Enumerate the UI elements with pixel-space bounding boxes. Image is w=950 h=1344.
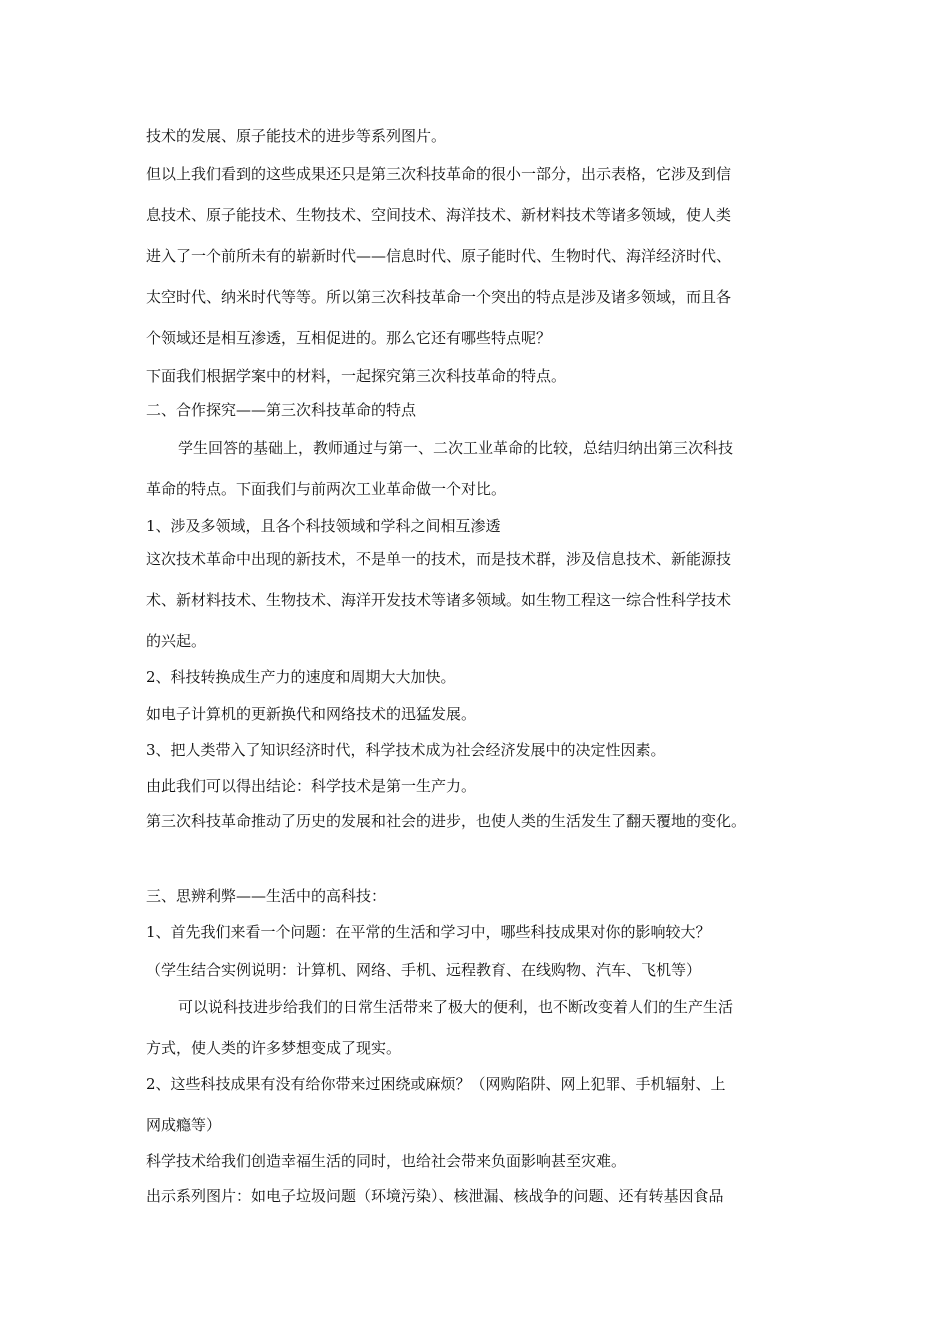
text-line: 太空时代、纳米时代等等。所以第三次科技革命一个突出的特点是涉及诸多领域，而且各 [146,288,732,306]
text-line: 术、新材料技术、生物技术、海洋开发技术等诸多领域。如生物工程这一综合性科学技术 [146,591,732,609]
list-item: 3、把人类带入了知识经济时代，科学技术成为社会经济发展中的决定性因素。 [146,741,666,759]
text-line: 如电子计算机的更新换代和网络技术的迅猛发展。 [146,705,477,723]
text-line: 进入了一个前所未有的崭新时代——信息时代、原子能时代、生物时代、海洋经济时代、 [146,247,732,265]
text-line: 下面我们根据学案中的材料，一起探究第三次科技革命的特点。 [146,367,567,385]
text-line: 但以上我们看到的这些成果还只是第三次科技革命的很小一部分，出示表格，它涉及到信 [146,165,732,183]
list-item: 1、首先我们来看一个问题：在平常的生活和学习中，哪些科技成果对你的影响较大？ [146,923,711,941]
text-line: 网成瘾等） [146,1116,222,1134]
text-line: 可以说科技进步给我们的日常生活带来了极大的便利，也不断改变着人们的生产生活 [178,998,734,1016]
text-line: 出示系列图片：如电子垃圾问题（环境污染）、核泄漏、核战争的问题、还有转基因食品 [146,1187,724,1205]
text-line: 学生回答的基础上，教师通过与第一、二次工业革命的比较，总结归纳出第三次科技 [178,439,734,457]
section-heading: 二、合作探究——第三次科技革命的特点 [146,401,417,419]
text-line: （学生结合实例说明：计算机、网络、手机、远程教育、在线购物、汽车、飞机等） [146,961,702,979]
list-item: 1、涉及多领域，且各个科技领域和学科之间相互渗透 [146,517,501,535]
list-item: 2、科技转换成生产力的速度和周期大大加快。 [146,668,456,686]
section-heading: 三、思辨利弊——生活中的高科技： [146,887,387,905]
text-line: 技术的发展、原子能技术的进步等系列图片。 [146,127,447,145]
text-line: 个领域还是相互渗透，互相促进的。那么它还有哪些特点呢？ [146,329,552,347]
text-line: 这次技术革命中出现的新技术，不是单一的技术，而是技术群，涉及信息技术、新能源技 [146,550,732,568]
text-line: 息技术、原子能技术、生物技术、空间技术、海洋技术、新材料技术等诸多领域，使人类 [146,206,732,224]
text-line: 由此我们可以得出结论：科学技术是第一生产力。 [146,777,477,795]
text-line: 方式，使人类的许多梦想变成了现实。 [146,1039,402,1057]
list-item: 2、这些科技成果有没有给你带来过困绕或麻烦？（网购陷阱、网上犯罪、手机辐射、上 [146,1075,726,1093]
text-line: 革命的特点。下面我们与前两次工业革命做一个对比。 [146,480,507,498]
text-line: 科学技术给我们创造幸福生活的同时，也给社会带来负面影响甚至灾难。 [146,1152,627,1170]
text-line: 第三次科技革命推动了历史的发展和社会的进步，也使人类的生活发生了翻天覆地的变化。 [146,812,747,830]
text-line: 的兴起。 [146,632,207,650]
